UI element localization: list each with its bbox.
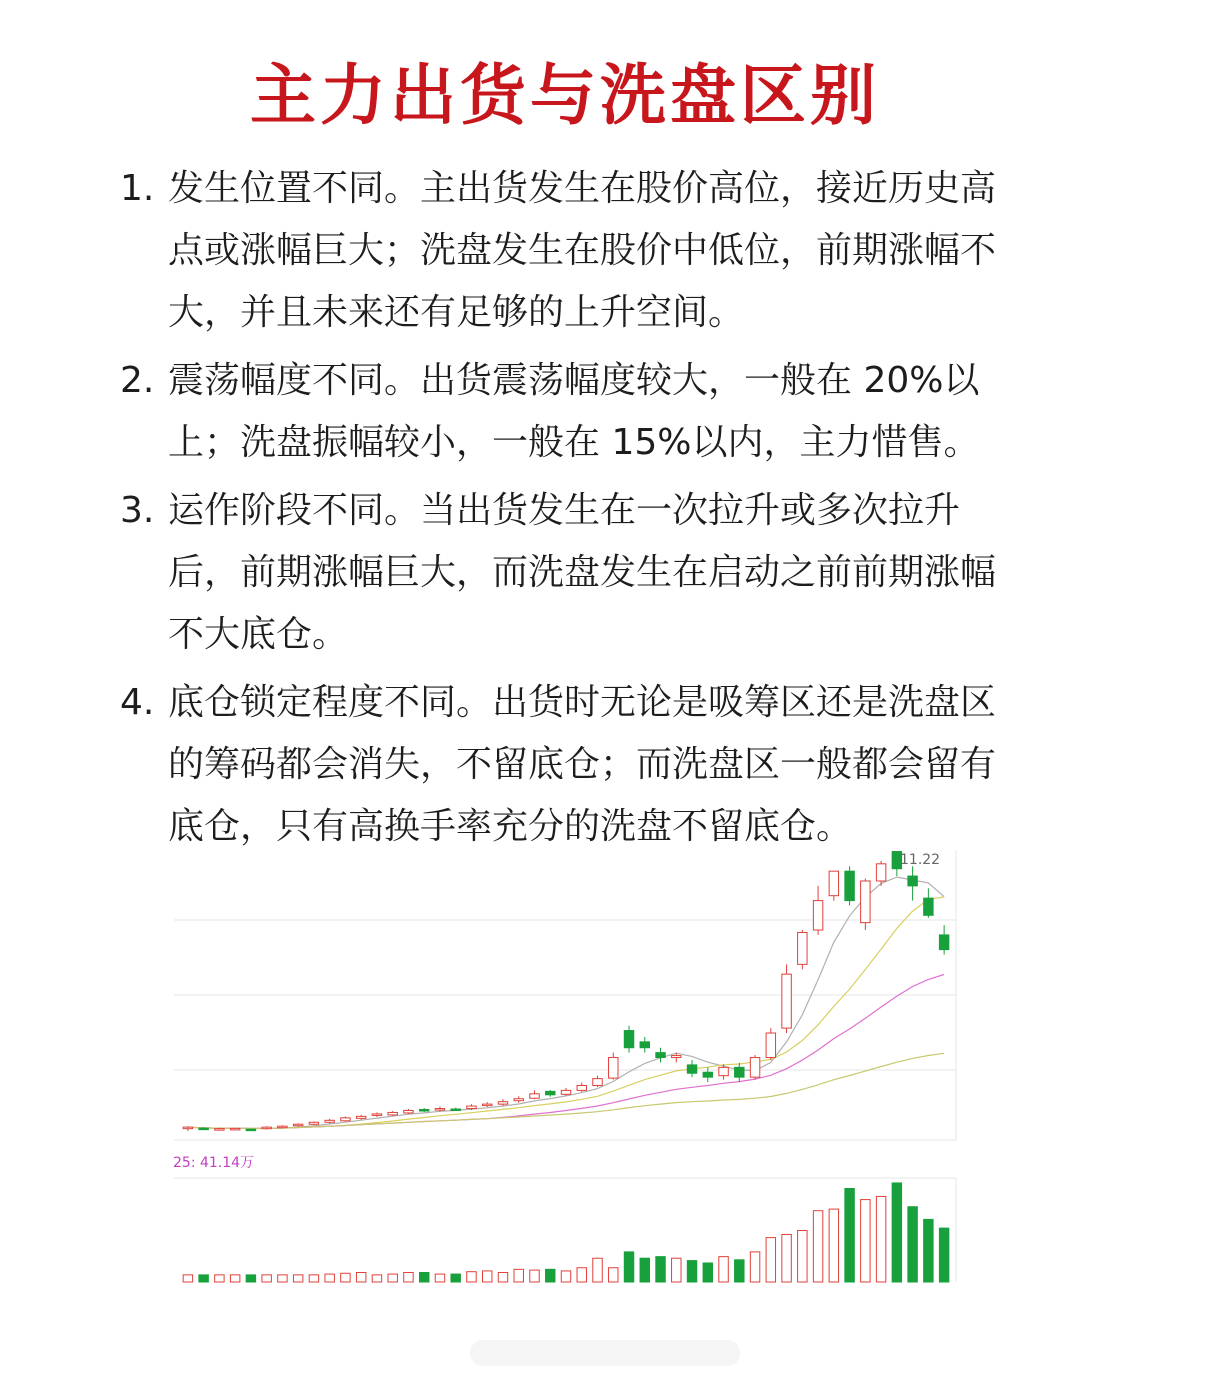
candle-body [309,1122,318,1124]
list-item [120,672,1020,858]
list-number: 1. [120,168,155,209]
volume-bar [561,1271,570,1282]
volume-bar [719,1257,728,1282]
candle-body [388,1112,397,1114]
volume-bar [498,1272,507,1282]
volume-bar [467,1272,476,1282]
volume-bar [546,1269,555,1282]
candle-body [719,1067,728,1075]
volume-bar [356,1272,365,1282]
volume-bar [577,1268,586,1282]
volume-bar [908,1207,917,1282]
candle-body [561,1090,570,1094]
volume-bar [798,1230,807,1282]
volume-bar [419,1272,428,1282]
ma-line-20 [188,975,944,1129]
volume-bar [388,1274,397,1282]
candle-body [656,1053,665,1058]
watermark [470,1340,740,1366]
volume-bar [624,1252,633,1282]
candle-body [451,1109,460,1111]
volume-bar [293,1275,302,1282]
volume-bar [656,1257,665,1282]
candle-body [482,1104,491,1106]
volume-bar [813,1211,822,1282]
volume-bar [246,1275,255,1282]
volume-bar [262,1275,271,1282]
candle-body [750,1058,759,1078]
volume-bar [750,1252,759,1282]
volume-bar [435,1274,444,1282]
volume-bar [924,1219,933,1282]
list-number: 3. [120,490,155,531]
list-text: 发生位置不同。主出货发生在股价高位，接近历史高点或涨幅巨大；洗盘发生在股价中低位，前期涨幅不大，并且未来还有足够的上升空间。 [168,168,997,333]
volume-bar [215,1275,224,1282]
volume-bar [640,1258,649,1282]
candle-body [435,1109,444,1111]
volume-bar [876,1196,885,1282]
candle-body [325,1120,334,1122]
list-text: 底仓锁定程度不同。出货时无论是吸筹区还是洗盘区的筹码都会消失，不留底仓；而洗盘区一般都会留有底仓，只有高换手率充分的洗盘不留底仓。 [168,682,997,847]
volume-bar [309,1275,318,1282]
stock-chart [160,840,980,1300]
list-text: 震荡幅度不同。出货震荡幅度较大，一般在 20%以上；洗盘振幅较小，一般在 15%以内，主力惜售。 [168,360,980,463]
candle-body [813,901,822,930]
candle-body [703,1072,712,1077]
volume-bar [278,1275,287,1282]
candle-body [199,1128,208,1130]
candle-body [230,1128,239,1130]
candle-body [293,1124,302,1126]
candle-body [672,1056,681,1058]
volume-bar [687,1261,696,1282]
candle-body [262,1127,271,1129]
candle-body [924,898,933,915]
volume-bar [861,1200,870,1282]
volume-bar [845,1188,854,1282]
candle-body [246,1129,255,1131]
volume-bar [782,1234,791,1282]
list-number: 4. [120,682,155,723]
max-price-label: 11.22 [900,852,941,868]
candle-body [419,1110,428,1112]
volume-bar [829,1209,838,1282]
candle-body [735,1067,744,1077]
candle-body [876,864,885,881]
list-item [120,480,1020,666]
volume-bar [892,1183,901,1282]
volume-bar [183,1275,192,1282]
difference-list [120,158,1020,864]
candle-body [798,932,807,964]
candle-body [467,1106,476,1108]
candle-body [183,1127,192,1129]
candle-body [782,974,791,1028]
volume-bar [939,1228,948,1282]
candle-body [278,1126,287,1128]
list-number: 2. [120,360,155,401]
list-item [120,350,1020,474]
volume-bar [672,1258,681,1282]
volume-bar [482,1271,491,1282]
candle-body [624,1031,633,1048]
candle-body [829,871,838,896]
volume-bar [199,1275,208,1282]
candle-body [514,1099,523,1101]
list-text: 运作阶段不同。当出货发生在一次拉升或多次拉升后，前期涨幅巨大，而洗盘发生在启动之前前期涨幅不大底仓。 [168,490,997,655]
volume-bar [451,1274,460,1282]
list-item [120,158,1020,344]
volume-bar [530,1270,539,1282]
page-title: 主力出货与洗盘区别 [250,57,880,134]
candle-body [609,1058,618,1079]
candle-body [404,1110,413,1112]
candle-body [640,1042,649,1048]
candle-body [530,1094,539,1098]
candle-body [215,1129,224,1131]
candle-body [766,1033,775,1058]
candle-body [372,1114,381,1116]
volume-bars [183,1183,949,1282]
volume-bar [735,1260,744,1282]
candle-body [593,1079,602,1086]
volume-bar [230,1275,239,1282]
candle-body [687,1065,696,1073]
volume-bar [766,1238,775,1282]
volume-bar [609,1268,618,1282]
volume-bar [372,1275,381,1282]
volume-bar [703,1263,712,1282]
candle-body [341,1118,350,1121]
volume-label: 25: 41.14万 [173,1155,255,1171]
candle-body [861,881,870,923]
candle-body [939,935,948,950]
candle-body [908,876,917,886]
candle-body [498,1102,507,1104]
candle-body [546,1091,555,1094]
volume-bar [325,1274,334,1282]
candles [183,852,949,1132]
volume-bar [404,1272,413,1282]
candle-body [845,871,854,900]
volume-bar [514,1269,523,1282]
candle-body [577,1085,586,1090]
candle-body [356,1116,365,1118]
volume-bar [341,1273,350,1282]
volume-bar [593,1258,602,1282]
